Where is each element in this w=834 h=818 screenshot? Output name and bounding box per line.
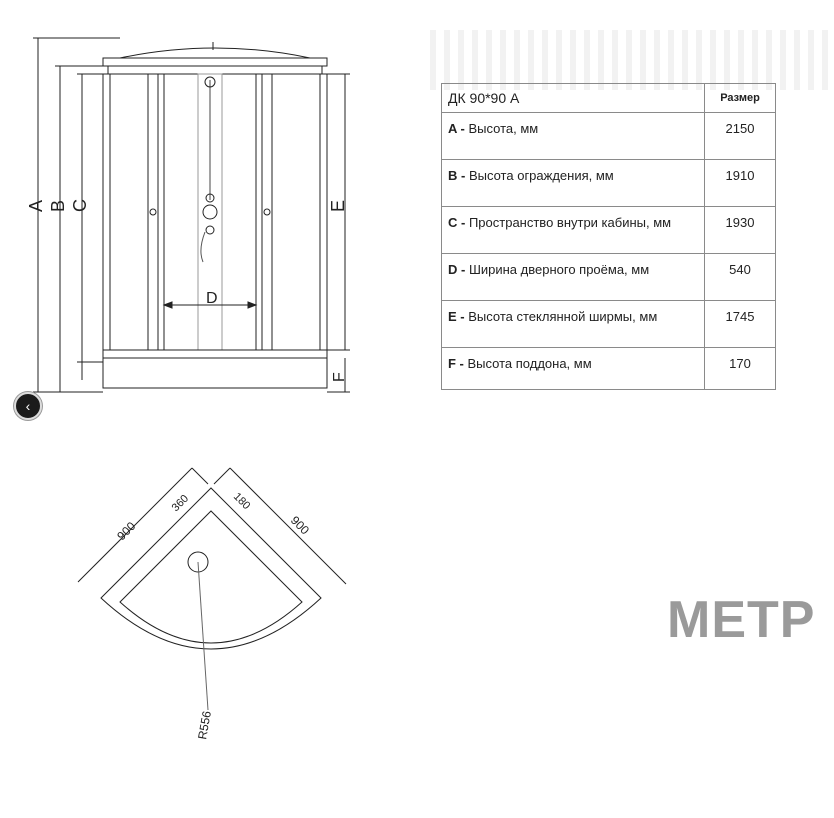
row-key: C - — [448, 215, 466, 230]
row-text: Высота поддона, мм — [463, 356, 592, 371]
row-key: E - — [448, 309, 465, 324]
dim-label-d: D — [206, 290, 218, 307]
dim-label-e: E — [328, 199, 348, 212]
row-value: 1910 — [705, 160, 776, 207]
table-row — [442, 348, 776, 390]
dim-radius: R556 — [195, 709, 214, 741]
row-text: Высота ограждения, мм — [465, 168, 614, 183]
tray-inner — [120, 511, 302, 643]
row-text: Высота, мм — [464, 121, 539, 136]
row-value: 540 — [705, 254, 776, 301]
chevron-left-icon: ‹ — [25, 398, 31, 414]
tray-outline — [101, 488, 321, 649]
dim-label-a: A — [26, 199, 46, 212]
table-row — [442, 254, 776, 301]
row-key: D - — [448, 262, 466, 277]
dim-label-c: C — [70, 199, 90, 212]
row-value: 1745 — [705, 301, 776, 348]
table-row — [442, 160, 776, 207]
spec-table — [441, 83, 776, 390]
previous-button[interactable] — [14, 392, 42, 420]
dim-900-right: 900 — [287, 513, 312, 538]
row-key: B - — [448, 168, 466, 183]
row-value: 1930 — [705, 207, 776, 254]
model-name: ДК 90*90 А — [442, 84, 705, 113]
table-row — [442, 113, 776, 160]
table-row — [442, 301, 776, 348]
dim-900-left: 900 — [114, 519, 139, 544]
dim-180: 180 — [230, 490, 253, 513]
row-value: 2150 — [705, 113, 776, 160]
table-row — [442, 207, 776, 254]
row-text: Ширина дверного проёма, мм — [465, 262, 650, 277]
row-text: Высота стеклянной ширмы, мм — [464, 309, 658, 324]
dim-360: 360 — [169, 492, 192, 515]
table-header-row — [442, 84, 776, 113]
row-text: Пространство внутри кабины, мм — [465, 215, 672, 230]
brand-logo: МЕТР — [667, 591, 816, 649]
dim-label-b: B — [48, 199, 68, 212]
row-key: A - — [448, 121, 465, 136]
row-value: 170 — [705, 348, 776, 390]
row-key: F - — [448, 356, 464, 371]
size-column-header: Размер — [705, 84, 776, 113]
dim-label-f: F — [331, 372, 348, 382]
